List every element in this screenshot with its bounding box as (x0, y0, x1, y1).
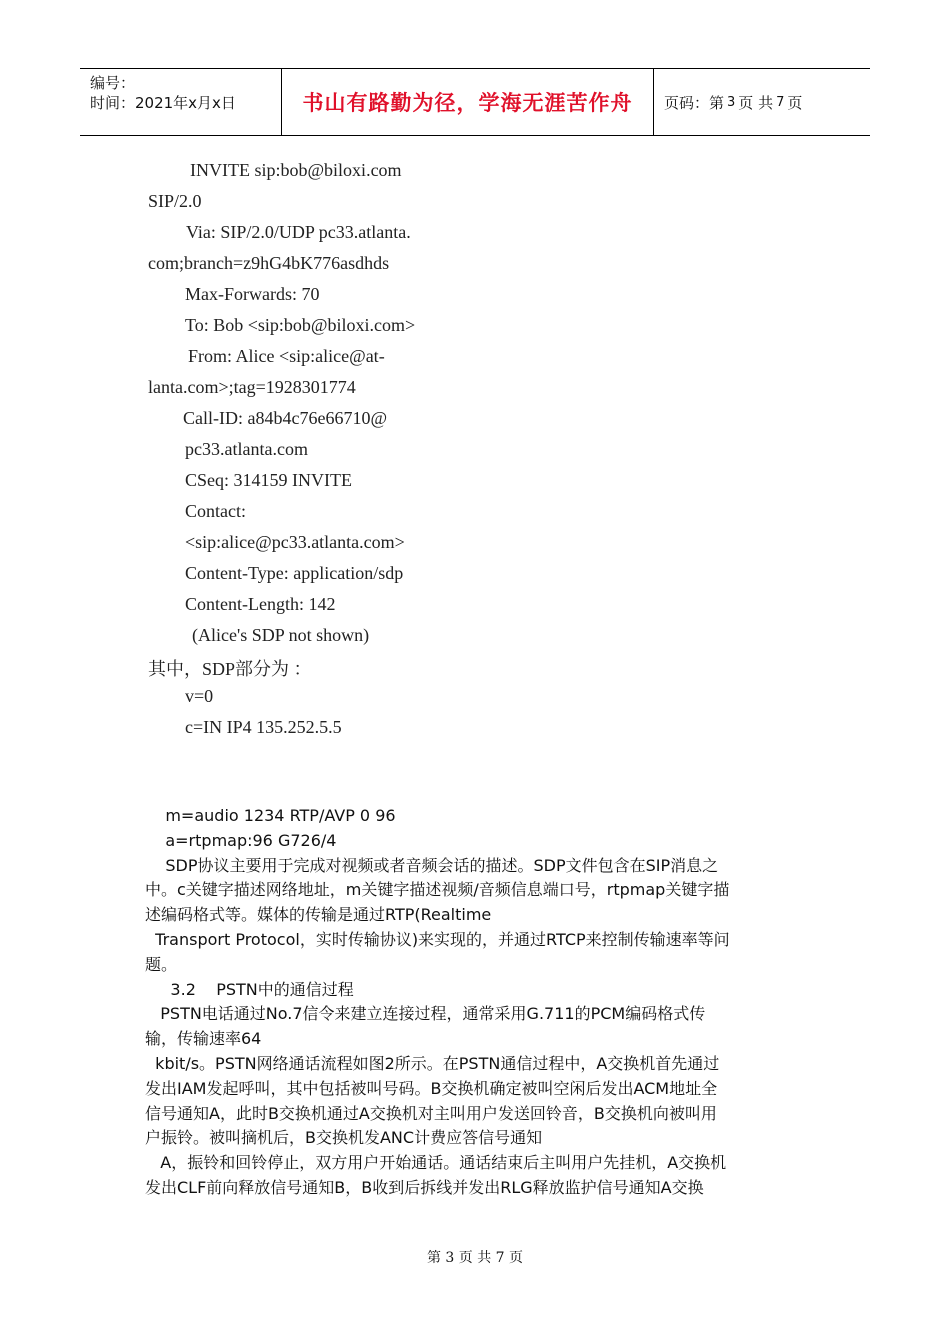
sip-line: v=0 (185, 686, 214, 706)
body-line: 中。c关键字描述网络地址，m关键字描述视频/音频信息端口号，rtpmap关键字描 (145, 880, 730, 900)
header-motto: 书山有路勤为径，学海无涯苦作舟 (302, 90, 633, 115)
sip-line: Contact: (185, 501, 246, 521)
document-date: 时间：2021年x月x日 (90, 94, 236, 112)
body-line: 输，传输速率64 (145, 1029, 262, 1049)
page-total: 7 (776, 94, 785, 110)
body-line: m=audio 1234 RTP/AVP 0 96 (145, 806, 396, 825)
sip-line: Max-Forwards: 70 (185, 284, 320, 304)
body-line: kbit/s。PSTN网络通话流程如图2所示。在PSTN通信过程中，A交换机首先通过 (145, 1053, 720, 1073)
body-line: 题。 (145, 954, 178, 974)
sip-line: lanta.com>;tag=1928301774 (148, 377, 356, 397)
body-line: SDP协议主要用于完成对视频或者音频会话的描述。SDP文件包含在SIP消息之 (145, 855, 719, 875)
body-line: 发出IAM发起呼叫，其中包括被叫号码。B交换机确定被叫空闲后发出ACM地址全 (145, 1078, 718, 1098)
section-heading: 3.2 PSTN中的通信过程 (145, 979, 354, 999)
sip-line: Content-Type: application/sdp (185, 563, 404, 583)
body-line: a=rtpmap:96 G726/4 (145, 830, 337, 850)
sip-line: From: Alice <sip:alice@at- (188, 346, 385, 366)
sip-line: com;branch=z9hG4bK776asdhds (148, 253, 390, 273)
body-line: 述编码格式等。媒体的传输是通过RTP(Realtime (145, 905, 492, 925)
sip-line: Call-ID: a84b4c76e66710@ (183, 408, 388, 428)
body-line: 发出CLF前向释放信号通知B，B收到后拆线并发出RLG释放监护信号通知A交换 (145, 1177, 704, 1197)
sip-line: Content-Length: 142 (185, 594, 336, 614)
page-mid: 页 共 (738, 93, 774, 112)
sip-line: Via: SIP/2.0/UDP pc33.atlanta. (186, 222, 411, 242)
header-motto-cell (282, 69, 654, 135)
page-suffix: 页 (787, 93, 803, 112)
page-footer: 第 3 页 共 7 页 (426, 1250, 524, 1266)
sip-line: <sip:alice@pc33.atlanta.com> (185, 532, 405, 552)
header-page-info (654, 69, 870, 135)
document-number-label: 编号： (90, 74, 136, 92)
body-line: 信号通知A，此时B交换机通过A交换机对主叫用户发送回铃音，B交换机向被叫用 (145, 1103, 717, 1123)
sip-line: To: Bob <sip:bob@biloxi.com> (185, 315, 416, 335)
sip-line: INVITE sip:bob@biloxi.com (190, 160, 402, 180)
sdp-intro-line: 其中，SDP部分为 ： (148, 659, 312, 679)
sip-line: c=IN IP4 135.252.5.5 (185, 717, 342, 737)
body-text (145, 804, 805, 1201)
body-line: PSTN电话通过No.7信令来建立连接过程，通常采用G.711的PCM编码格式传 (145, 1004, 706, 1024)
sip-line: (Alice's SDP not shown) (192, 625, 370, 645)
sip-line: CSeq: 314159 INVITE (185, 470, 352, 490)
header-meta (80, 69, 282, 135)
page-prefix: 页码：第 (664, 93, 725, 112)
page-current: 3 (727, 94, 736, 110)
body-line: A，振铃和回铃停止，双方用户开始通话。通话结束后主叫用户先挂机，A交换机 (145, 1153, 727, 1173)
body-line: 户振铃。被叫摘机后，B交换机发ANC计费应答信号通知 (145, 1128, 543, 1148)
body-line: Transport Protocol，实时传输协议)来实现的，并通过RTCP来控制传输速率等问 (145, 929, 730, 949)
sip-line: pc33.atlanta.com (185, 439, 308, 459)
page-header (80, 68, 870, 136)
sip-line: SIP/2.0 (148, 191, 202, 211)
